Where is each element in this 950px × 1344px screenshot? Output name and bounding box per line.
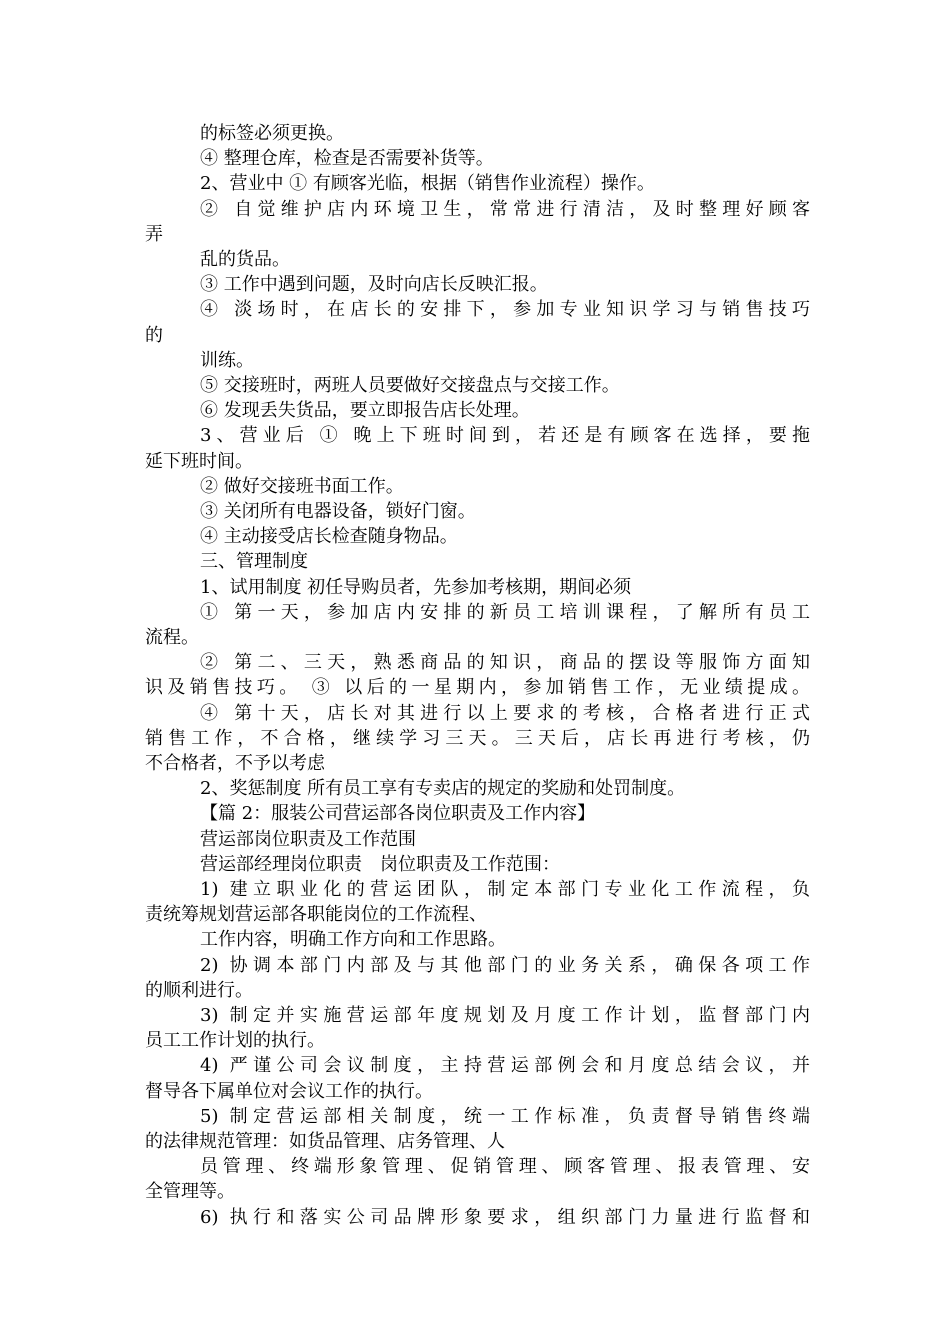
text-line: 的法律规范管理：如货品管理、店务管理、人 bbox=[145, 1131, 505, 1152]
text-line: 全管理等。 bbox=[145, 1181, 235, 1203]
text-line: 工作内容，明确工作方向和工作思路。 bbox=[200, 929, 506, 951]
text-line: 员工工作计划的执行。 bbox=[145, 1030, 325, 1052]
text-line: ④ 主动接受店长检查随身物品。 bbox=[200, 526, 458, 548]
text-line: ② 第二、三天，熟悉商品的知识，商品的摆设等服饰方面知 bbox=[200, 652, 810, 674]
text-line: 员管理、终端形象管理、促销管理、顾客管理、报表管理、安 bbox=[200, 1156, 810, 1178]
text-line: 识及销售技巧。 ③ 以后的一星期内，参加销售工作，无业绩提成。 bbox=[145, 677, 810, 699]
text-line: 1、试用制度 初任导购员者，先参加考核期，期间必须 bbox=[200, 576, 632, 598]
text-line: ③ 关闭所有电器设备，锁好门窗。 bbox=[200, 501, 476, 522]
text-line: 2) 协调本部门内部及与其他部门的业务关系，确保各项工作 bbox=[200, 954, 810, 976]
text-line: 3、营业后 ① 晚上下班时间到，若还是有顾客在选择，要拖 bbox=[200, 425, 810, 447]
text-line: ③ 工作中遇到问题，及时向店长反映汇报。 bbox=[200, 274, 548, 296]
text-line: ② 自觉维护店内环境卫生，常常进行清洁，及时整理好顾客 bbox=[200, 198, 810, 220]
text-line: 营运部经理岗位职责 岗位职责及工作范围： bbox=[200, 853, 560, 875]
text-line: 训练。 bbox=[200, 349, 254, 371]
text-line: 4) 严谨公司会议制度，主持营运部例会和月度总结会议，并 bbox=[200, 1055, 810, 1077]
text-line: 5) 制定营运部相关制度，统一工作标准，负责督导销售终端 bbox=[200, 1105, 810, 1127]
text-line: ④ 整理仓库，检查是否需要补货等。 bbox=[200, 148, 494, 170]
text-line: 2、营业中 ① 有顾客光临，根据（销售作业流程）操作。 bbox=[200, 173, 655, 195]
text-line: ⑥ 发现丢失货品，要立即报告店长处理。 bbox=[200, 400, 530, 422]
text-line: 的 bbox=[145, 324, 163, 346]
text-line: 【篇 2：服装公司营运部各岗位职责及工作内容】 bbox=[200, 803, 596, 825]
text-line: ⑤ 交接班时，两班人员要做好交接盘点与交接工作。 bbox=[200, 375, 620, 396]
text-line: 延下班时间。 bbox=[145, 450, 253, 472]
text-line: 督导各下属单位对会议工作的执行。 bbox=[145, 1080, 433, 1102]
text-line: 流程。 bbox=[145, 627, 199, 648]
text-line: ④ 淡场时，在店长的安排下，参加专业知识学习与销售技巧 bbox=[200, 299, 810, 321]
text-line: 销售工作，不合格，继续学习三天。三天后，店长再进行考核，仍 bbox=[145, 727, 810, 749]
text-line: 的标签必须更换。 bbox=[200, 123, 344, 144]
text-line: 乱的货品。 bbox=[200, 249, 290, 270]
text-line: 三、管理制度 bbox=[200, 551, 308, 573]
text-line: 不合格者，不予以考虑 bbox=[145, 753, 325, 774]
text-line: 3) 制定并实施营运部年度规划及月度工作计划，监督部门内 bbox=[200, 1005, 810, 1026]
text-line: ① 第一天，参加店内安排的新员工培训课程，了解所有员工 bbox=[200, 601, 810, 623]
text-line: 6) 执行和落实公司品牌形象要求，组织部门力量进行监督和 bbox=[200, 1206, 810, 1228]
text-line: ④ 第十天，店长对其进行以上要求的考核，合格者进行正式 bbox=[200, 702, 810, 724]
text-line: ② 做好交接班书面工作。 bbox=[200, 475, 404, 497]
text-line: 1) 建立职业化的营运团队，制定本部门专业化工作流程，负 bbox=[200, 879, 810, 900]
text-line: 营运部岗位职责及工作范围 bbox=[200, 828, 416, 850]
text-line: 的顺利进行。 bbox=[145, 979, 253, 1001]
text-line: 弄 bbox=[145, 223, 163, 245]
text-line: 2、奖惩制度 所有员工享有专卖店的规定的奖励和处罚制度。 bbox=[200, 778, 686, 800]
text-line: 责统筹规划营运部各职能岗位的工作流程、 bbox=[145, 904, 487, 926]
